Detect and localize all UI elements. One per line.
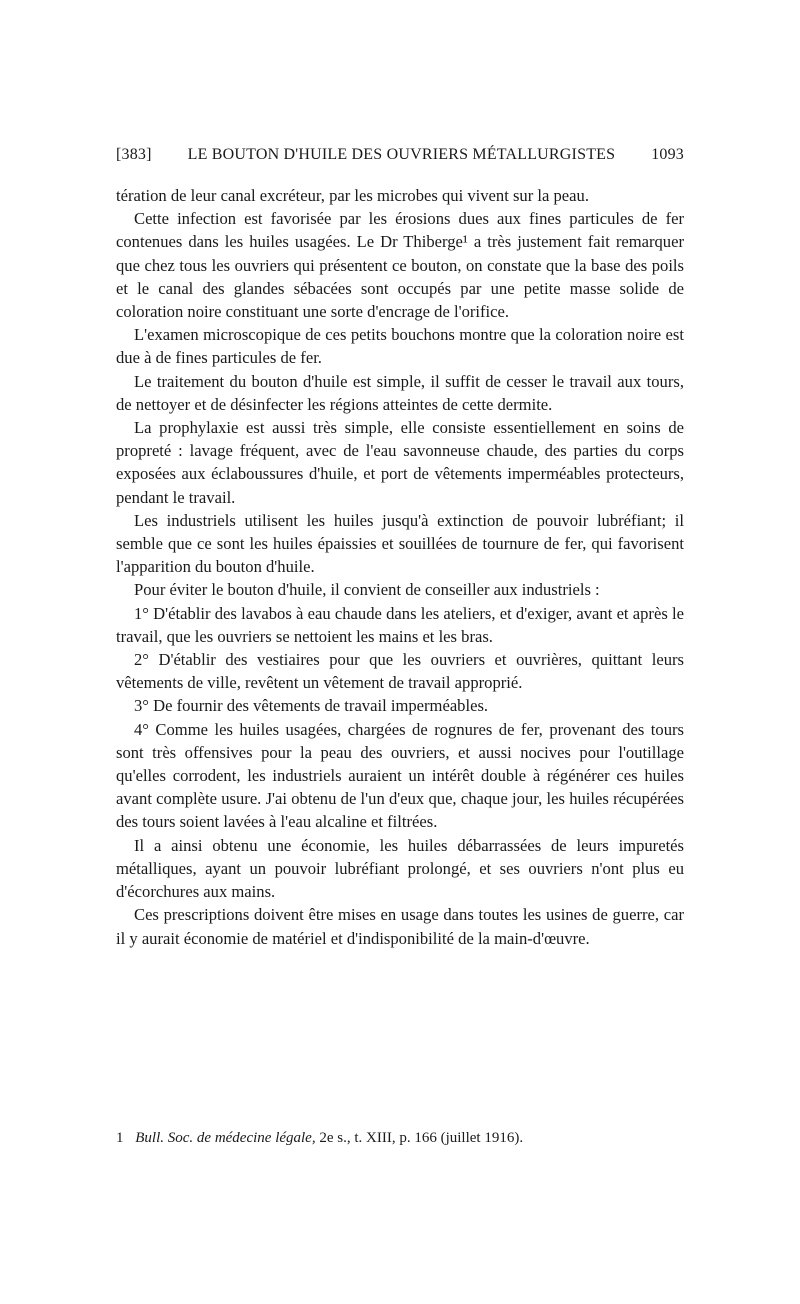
running-header (116, 146, 684, 164)
header-title: LE BOUTON D'HUILE DES OUVRIERS MÉTALLURGISTES (187, 146, 616, 163)
footnote (116, 1130, 684, 1147)
paragraph: Il a ainsi obtenu une économie, les huiles débarrassées de leurs impuretés métalliques, ayant un pouvoir lubréfiant prolongé, et ses ouvriers n'ont plus eu d'écorchures aux mains. (116, 835, 684, 902)
paragraph: Ces prescriptions doivent être mises en usage dans toutes les usines de guerre, car il y aurait économie de matériel et d'indisponibilité de la main-d'œuvre. (116, 905, 684, 948)
body-text (116, 184, 684, 950)
footnote-number: 1 (116, 1130, 124, 1146)
page-number: 1093 (651, 146, 684, 163)
page-reference: [383] (116, 146, 152, 163)
paragraph: L'examen microscopique de ces petits bouchons montre que la coloration noire est due à de fines particules de fer. (116, 325, 684, 368)
list-item: 4° Comme les huiles usagées, chargées de rognures de fer, provenant des tours sont très offensives pour la peau des ouvriers, et aussi nocives pour l'outillage qu'elles corrodent, les industriels auraient un intérêt double à régénérer ces huiles avant complète usure. J'ai obtenu de l'un d'eux que, chaque jour, les huiles récupérées des tours soient lavées à l'eau alcaline et filtrées. (116, 719, 684, 832)
list-item: 2° D'établir des vestiaires pour que les ouvriers et ouvrières, quittant leurs vêtements de ville, revêtent un vêtement de travail approprié. (116, 650, 684, 693)
paragraph: tération de leur canal excréteur, par les microbes qui vivent sur la peau. (116, 186, 589, 205)
paragraph: Les industriels utilisent les huiles jusqu'à extinction de pouvoir lubréfiant; il semble que ce sont les huiles épaissies et souillées de tournure de fer, qui favorisent l'apparition du bouton d'huile. (116, 510, 684, 577)
paragraph: Pour éviter le bouton d'huile, il convient de conseiller aux industriels : (134, 580, 600, 600)
footnote-details: 2e s., t. XIII, p. 166 (juillet 1916). (319, 1130, 524, 1146)
paragraph: Le traitement du bouton d'huile est simple, il suffit de cesser le travail aux tours, de nettoyer et de désinfecter les régions atteintes de cette dermite. (116, 371, 684, 414)
paragraph: Cette infection est favorisée par les érosions dues aux fines particules de fer contenues dans les huiles usagées. Le Dr Thiberge¹ a très justement fait remarquer que chez tous les ouvriers qui présentent ce bouton, on constate que la base des poils et le canal des glandes sébacées sont occupés par une petite masse solide de coloration noire constituant une sorte d'encrage de l'orifice. (116, 209, 684, 322)
list-item: 3° De fournir des vêtements de travail imperméables. (134, 696, 489, 716)
paragraph: La prophylaxie est aussi très simple, elle consiste essentiellement en soins de propreté : lavage fréquent, avec de l'eau savonneuse chaude, des parties du corps exposées aux éclaboussures d'huile, et port de vêtements imperméables protecteurs, pendant le travail. (116, 418, 684, 507)
footnote-journal: Bull. Soc. de médecine légale, (135, 1130, 316, 1146)
list-item: 1° D'établir des lavabos à eau chaude dans les ateliers, et d'exiger, avant et après le travail, que les ouvriers se nettoient les mains et les bras. (116, 603, 684, 646)
